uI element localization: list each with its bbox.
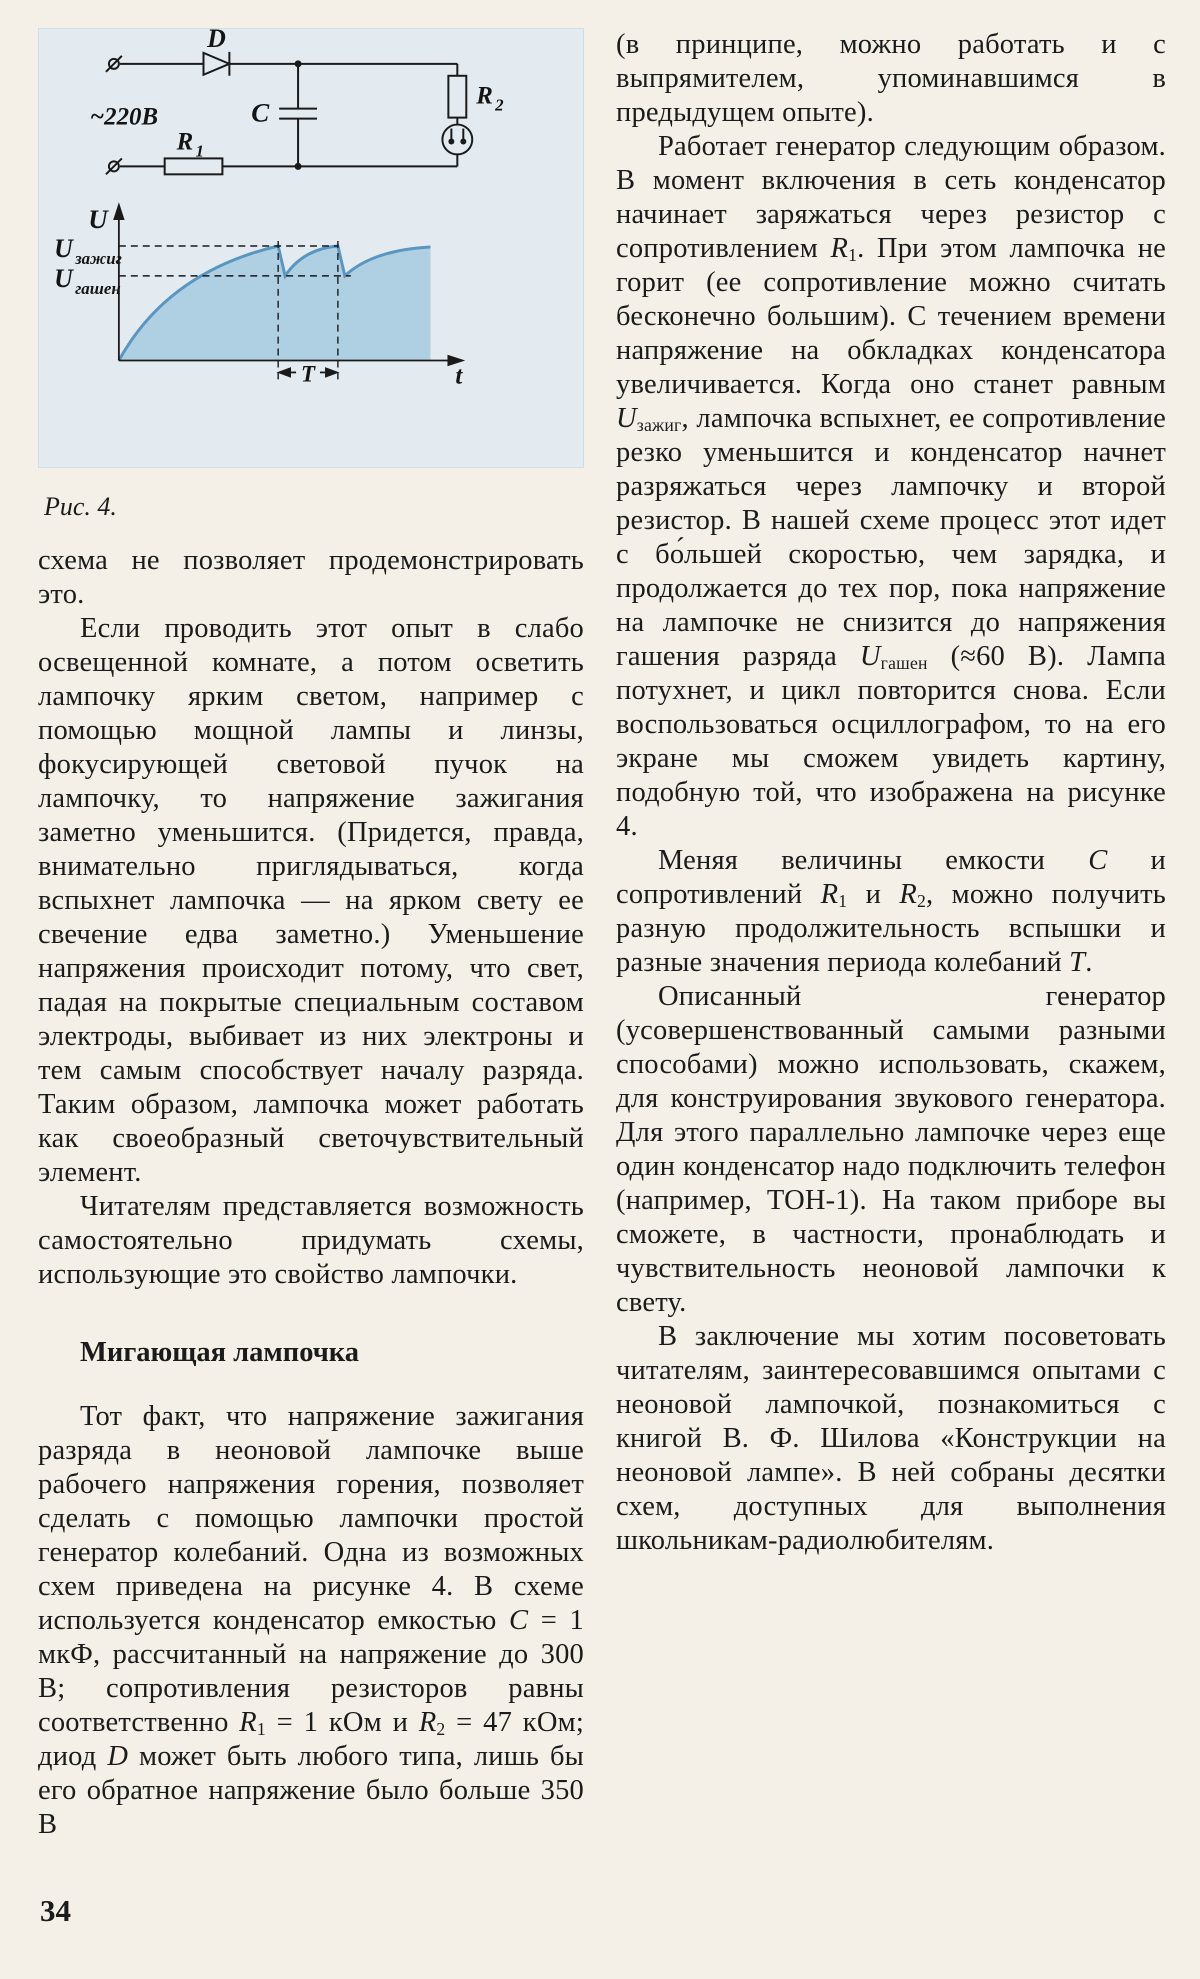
diode-label: D bbox=[207, 29, 226, 53]
body-paragraph: Работает генератор следующим образом. В момент включения в сеть конденсатор начинает заряжаться через резистор с сопротивлением $R_1$. При этом лампочка не горит (ее сопротивление можно считать бесконечно большим). С течением времени напряжение на обкладках конденсатора увеличивается. Когда оно станет равным $U_{зажиг}$, лампочка вспыхнет, ее сопротивление резко уменьшится и конденсатор начнет разряжаться через лампочку и второй резистор. В нашей схеме процесс этот идет с бо́льшей скоростью, чем зарядка, и продолжается до тех пор, пока напряжение на лампочке не снизится до напряжения гашения разряда $U_{гашен}$ (≈60 В). Лампа потухнет, и цикл повторится снова. Если воспользоваться осциллографом, то на его экране мы сможем увидеть картину, подобную той, что изображена на рисунке 4. bbox=[616, 131, 1167, 842]
figure-4-panel bbox=[38, 28, 584, 468]
body-paragraph: Если проводить этот опыт в слабо освещенной комнате, а потом осветить лампочку ярким светом, например с помощью мощной лампы и линзы, фокусирующей световой пучок на лампочку, то напряжение зажигания заметно уменьшится. (Придется, правда, внимательно приглядываться, когда вспыхнет лампочка — на ярком свету ее свечение едва заметно.) Уменьшение напряжения происходит потому, что свет, падая на покрытые специальным составом электроды, выбивает из них электроны и тем самым способствует началу разряда. Таким образом, лампочка может работать как своеобразный светочувствительный элемент. bbox=[38, 613, 584, 1188]
resistor-r2-label: R bbox=[476, 82, 493, 110]
diode-symbol bbox=[203, 53, 229, 75]
left-column bbox=[38, 28, 584, 1842]
body-paragraph: Описанный генератор (усовершенствованный самыми разными способами) можно использовать, скажем, для конструирования звукового генератора. Для этого параллельно лампочке через еще один конденсатор надо подключить телефон (например, ТОН-1). На таком приборе вы сможете, в частности, пронаблюдать и чувствительность неоновой лампочки к свету. bbox=[616, 981, 1166, 1318]
resistor-r2-label-sub: 2 bbox=[495, 95, 504, 115]
neon-lamp-symbol bbox=[442, 125, 472, 155]
body-paragraph: В заключение мы хотим посоветовать читателям, заинтересовавшимся опытами с неоновой лампочкой, познакомиться с книгой В. Ф. Шилова «Конструкции на неоновой лампе». В ней собраны десятки схем, доступных для выполнения школьникам-радиолюбителям. bbox=[616, 1321, 1166, 1556]
figure-caption: Рис. 4. bbox=[44, 492, 117, 521]
body-paragraph: Тот факт, что напряжение зажигания разряда в неоновой лампочке выше рабочего напряжения горения, позволяет сделать с помощью лампочки простой генератор колебаний. Одна из возможных схем приведена на рисунке 4. В схеме используется конденсатор емкостью C = 1 мкФ, рассчитанный на напряжение до 300 В; сопротивления резисторов равны соответственно $R_1 = 1$ кОм и $R_2 = 47$ кОм; диод D может быть любого типа, лишь бы его обратное напряжение было больше 350 В bbox=[38, 1401, 584, 1840]
circuit-diagram bbox=[106, 52, 472, 174]
figure-4-diagram bbox=[39, 29, 585, 467]
page-number: 34 bbox=[40, 1893, 71, 1928]
period-label: T bbox=[301, 361, 316, 387]
right-column bbox=[616, 28, 1166, 1558]
resistor-r2-symbol bbox=[448, 76, 466, 118]
voltage-label: ~220В bbox=[90, 103, 159, 131]
body-paragraph: (в принципе, можно работать и с выпрямителем, упоминавшимся в предыдущем опыте). bbox=[616, 29, 1166, 128]
resistor-r1-label: R bbox=[176, 128, 194, 156]
resistor-r1-symbol bbox=[165, 158, 223, 174]
u-quench-label: U bbox=[54, 263, 73, 293]
u-quench-label-sub: гашен bbox=[75, 278, 121, 298]
u-ignite-label-sub: зажиг bbox=[75, 248, 122, 268]
capacitor-label: C bbox=[251, 97, 270, 128]
body-paragraph: Меняя величины емкости C и сопротивлений $R_1$ и $R_2$, можно получить разную продолжительность вспышки и разные значения периода колебаний T. bbox=[616, 845, 1166, 978]
u-ignite-label: U bbox=[54, 233, 73, 263]
section-heading: Мигающая лампочка bbox=[80, 1337, 360, 1368]
resistor-r1-label-sub: 1 bbox=[195, 141, 204, 161]
u-axis-label: U bbox=[88, 204, 108, 235]
t-axis-label: t bbox=[455, 362, 463, 390]
body-paragraph: схема не позволяет продемонстрировать это. bbox=[38, 545, 584, 610]
body-paragraph: Читателям представляется возможность самостоятельно придумать схемы, использующие это свойство лампочки. bbox=[38, 1191, 584, 1290]
